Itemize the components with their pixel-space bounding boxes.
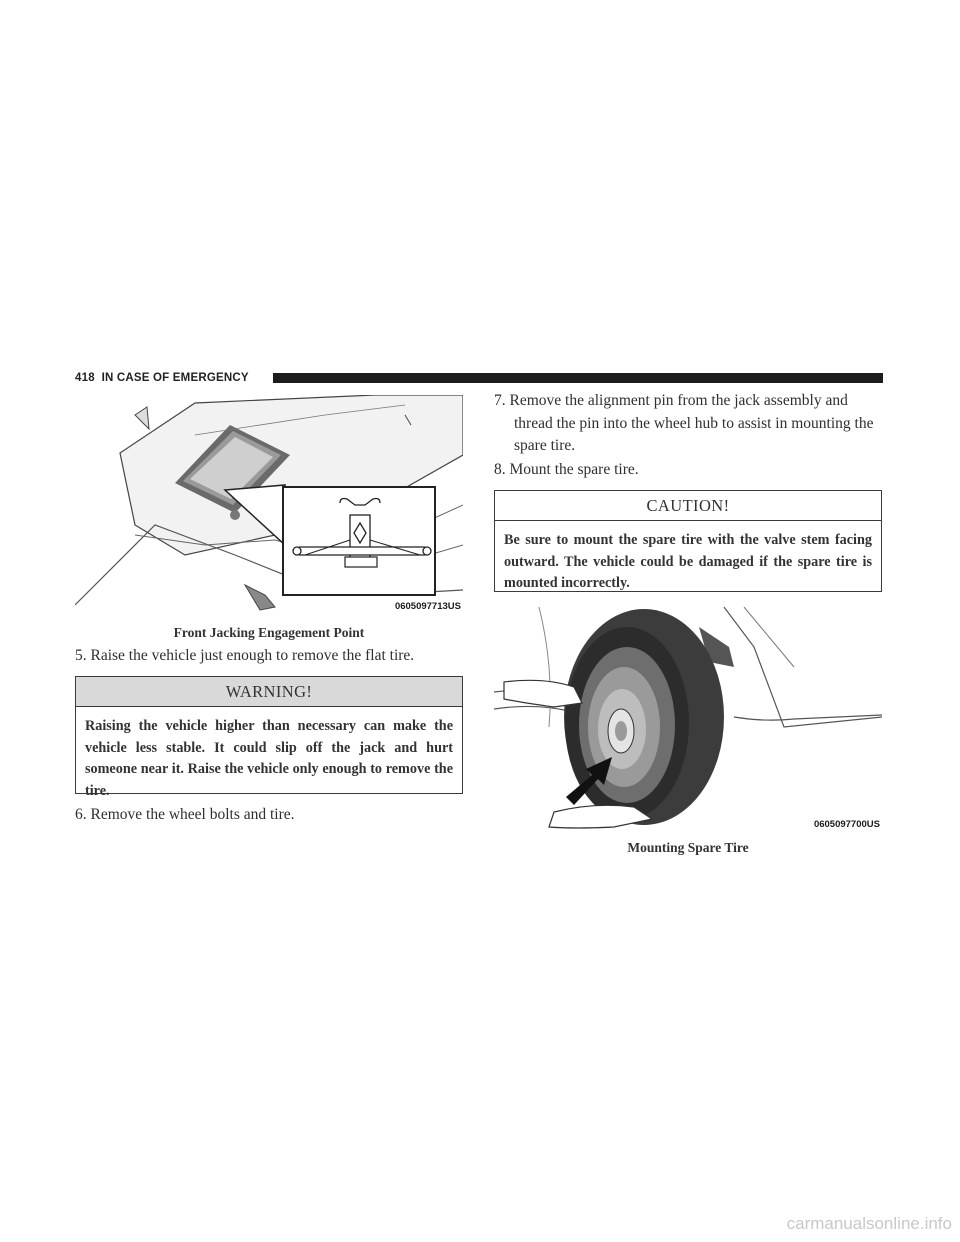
figure-caption: Front Jacking Engagement Point (173, 625, 365, 640)
figure-code: 0605097713US (394, 601, 461, 612)
warning-text: Raising the vehicle higher than necessary can make the vehicle less stable. It could slip off the jack and hurt someone near it. Raise the vehicle only enough to remove the tire. (85, 718, 453, 799)
page-header (75, 371, 883, 385)
header-rule (273, 373, 883, 383)
caution-text: Be sure to mount the spare tire with the valve stem facing outward. The vehicle could be damaged if the spare tire is mounted incorrectly. (504, 532, 872, 591)
caution-box (494, 490, 882, 592)
caution-title: CAUTION! (495, 491, 881, 521)
page-footer (0, 1202, 960, 1242)
section-title: IN CASE OF EMERGENCY (101, 372, 249, 384)
figure-code: 0605097700US (813, 819, 880, 830)
jacking-point-illustration (75, 395, 463, 617)
jacking-point-drawing (75, 395, 463, 617)
page-number: 418 (75, 372, 95, 384)
figure-caption: Mounting Spare Tire (627, 840, 749, 855)
step-7-text: 7. Remove the alignment pin from the jack assembly and thread the pin into the wheel hub to assist in mounting the spare tire. (494, 392, 874, 454)
warning-box (75, 676, 463, 799)
step-5-text: 5. Raise the vehicle just enough to remove the flat tire. (75, 647, 415, 664)
page-header-label (75, 371, 249, 385)
spare-tire-illustration (494, 607, 882, 832)
watermark: carmanualsonline.info (786, 1214, 952, 1233)
spare-tire-drawing (494, 607, 882, 832)
step-6-text: 6. Remove the wheel bolts and tire. (75, 806, 295, 823)
warning-title: WARNING! (76, 677, 462, 707)
step-8-text: 8. Mount the spare tire. (494, 461, 639, 478)
